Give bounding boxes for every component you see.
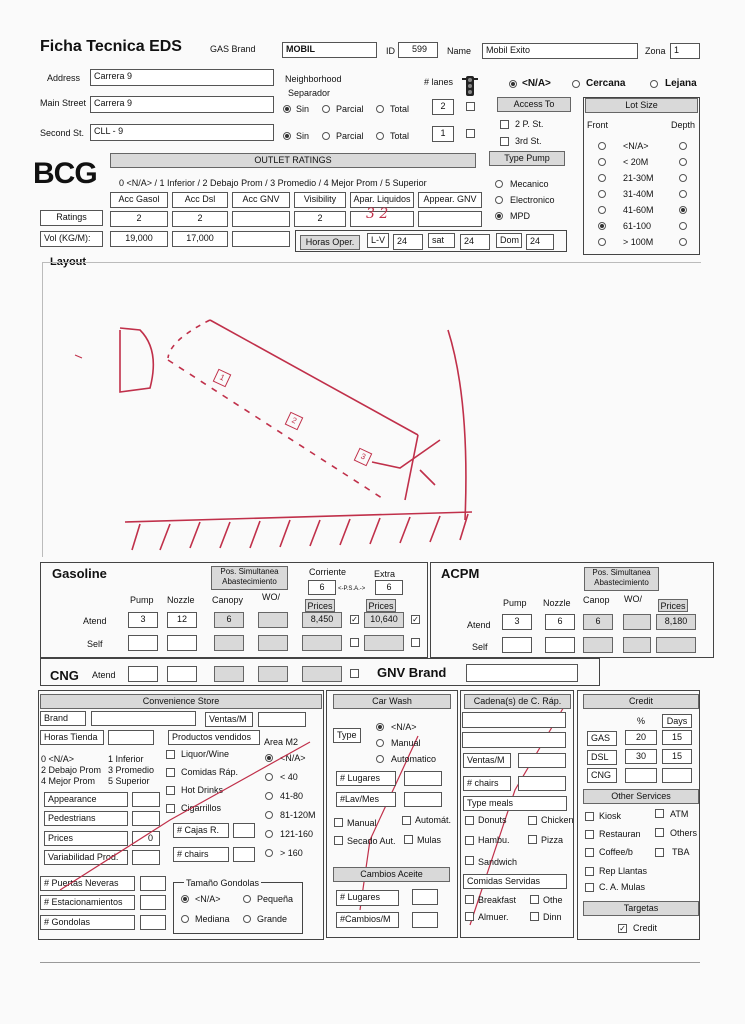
lot-size-option: <N/A> — [623, 141, 649, 151]
dinn-label: Dinn — [543, 912, 562, 922]
credit-card-checkbox[interactable]: ✓ — [619, 924, 626, 933]
pump-mecanico-label: Mecanico — [510, 179, 549, 189]
main-street-field[interactable]: Carrera 9 — [90, 96, 274, 113]
ratings-column-header: Acc Gasol — [110, 192, 168, 208]
store-area-option: <N/A> — [280, 753, 306, 763]
carwash-secado-checkbox[interactable] — [334, 836, 343, 845]
lanes1-field[interactable]: 2 — [432, 99, 454, 115]
type-pump-header: Type Pump — [489, 151, 565, 166]
lot-front-label: Front — [587, 120, 609, 130]
cambios-cambios-label: #Cambios/M — [336, 912, 399, 928]
tba-checkbox[interactable] — [655, 848, 664, 857]
ratings-column-header: Acc Dsl — [172, 192, 228, 208]
access-2pst-label: 2 P. St. — [515, 119, 544, 129]
credit-dsl-label: DSL — [587, 750, 617, 765]
ca-mulas-checkbox[interactable] — [585, 883, 594, 892]
gas-canopy-field[interactable]: 6 — [214, 612, 244, 628]
neveras-label: # Puertas Neveras — [40, 876, 135, 891]
store-scale-2: 1 Inferior — [108, 754, 144, 764]
store-scale-6: 5 Superior — [108, 776, 150, 786]
cambios-lugares-field[interactable] — [412, 889, 438, 905]
gondolas-label: # Gondolas — [40, 915, 135, 930]
tba-label: TBA — [672, 847, 690, 857]
sandwich-label: Sandwich — [478, 857, 518, 867]
othe-label: Othe — [543, 895, 563, 905]
gas-pump-label: Pump — [130, 595, 154, 605]
donuts-checkbox[interactable] — [465, 816, 474, 825]
acpm-nozzle-label: Nozzle — [543, 598, 571, 608]
name-field[interactable]: Mobil Exito — [482, 43, 638, 59]
carwash-lugares-field[interactable] — [404, 771, 442, 786]
acpm-pump-field[interactable]: 3 — [502, 614, 532, 630]
credit-days-label: Days — [662, 714, 692, 728]
separador-label: Separador — [288, 88, 331, 98]
sep2-total-label: Total — [390, 131, 410, 141]
id-field[interactable]: 599 — [398, 42, 438, 58]
cambios-header: Cambios Aceite — [333, 867, 450, 882]
carwash-secado-label: Secado Aut. — [347, 836, 396, 846]
cigarillos-label: Cigarrillos — [181, 803, 222, 813]
acpm-prices-header: Prices — [658, 599, 688, 612]
neighborhood-label: Neighborhood — [285, 74, 342, 84]
carwash-manual-radio[interactable] — [376, 739, 384, 747]
gasoline-title: Gasoline — [52, 566, 107, 581]
cng-title: CNG — [50, 668, 79, 683]
acpm-pos-sim: Pos. Simultanea Abastecimiento — [584, 567, 659, 591]
layout-pump-3: 3 — [354, 448, 373, 467]
cadena-ventas-label: Ventas/M — [463, 753, 511, 768]
tamano-gra-label: Grande — [257, 914, 288, 924]
gas-price-1-field[interactable]: 8,450 — [302, 612, 342, 628]
sat-field[interactable]: 24 — [460, 234, 490, 250]
pizza-checkbox[interactable] — [528, 835, 537, 844]
credit-cng-days[interactable] — [662, 768, 692, 783]
chicken-label: Chicken — [541, 815, 574, 825]
ratings-column-header: Visibility — [294, 192, 346, 208]
lot-size-option: 31-40M — [623, 189, 654, 199]
gas-canopy-label: Canopy — [212, 595, 244, 605]
gasoline-pos-sim: Pos. Simultanea Abastecimiento — [211, 566, 288, 590]
gas-nozzle-label: Nozzle — [167, 595, 195, 605]
credit-dsl-pct[interactable]: 30 — [625, 749, 657, 764]
bcg-logo: BCG — [33, 157, 97, 190]
credit-gas-days[interactable]: 15 — [662, 730, 692, 745]
cng-atend-label: Atend — [92, 670, 116, 680]
carwash-manual-label: Manual — [391, 738, 421, 748]
variabilidad-label: Variabilidad Prod. — [44, 850, 128, 865]
almuer-label: Almuer. — [478, 912, 509, 922]
lot-size-option: 21-30M — [623, 173, 654, 183]
ratings-column-header: Acc GNV — [232, 192, 290, 208]
lot-size-option: < 20M — [623, 157, 649, 167]
prox-lejana-label: Lejana — [665, 78, 697, 89]
vol-dsl-field[interactable]: 17,000 — [172, 231, 228, 247]
layout-title: Layout — [50, 256, 87, 268]
zona-label: Zona — [645, 46, 666, 56]
store-header: Convenience Store — [40, 694, 322, 709]
ratings-scale: 0 <N/A> / 1 Inferior / 2 Debajo Prom / 3 Promedio / 4 Mejor Prom / 5 Superior — [119, 178, 427, 188]
carwash-lugares-label: # Lugares — [336, 771, 396, 786]
others-label: Others — [670, 828, 698, 838]
carwash-manual2-label: Manual — [347, 818, 377, 828]
targetas-header: Targetas — [583, 901, 699, 916]
carwash-automat-label: Automát. — [415, 815, 452, 825]
acpm-canop-field[interactable]: 6 — [583, 614, 613, 630]
tamano-peq-label: Pequeña — [257, 894, 294, 904]
lot-size-option: 41-60M — [623, 205, 654, 215]
gas-prices-header-2: Prices — [366, 599, 396, 612]
psa-label: <-P.S.A.-> — [338, 586, 366, 592]
hot-drinks-label: Hot Drinks — [181, 785, 224, 795]
rep-llantas-label: Rep Llantas — [599, 866, 648, 876]
store-area-option: 121-160 — [280, 829, 314, 839]
lot-size-header: Lot Size — [585, 98, 698, 113]
lot-depth-label: Depth — [671, 120, 696, 130]
id-label: ID — [386, 46, 395, 56]
chairs-label: # chairs — [173, 847, 229, 862]
pump-electronico-label: Electronico — [510, 195, 555, 205]
sandwich-checkbox[interactable] — [465, 856, 474, 865]
horas-oper-label: Horas Oper. — [300, 235, 360, 250]
credit-cng-pct[interactable] — [625, 768, 657, 783]
lanes2-field[interactable]: 1 — [432, 126, 454, 142]
store-productos-label: Productos vendidos — [168, 730, 260, 745]
store-scale-3: 2 Debajo Prom — [41, 765, 102, 775]
restauran-label: Restauran — [599, 829, 641, 839]
atm-label: ATM — [670, 809, 689, 819]
carwash-mulas-label: Mulas — [417, 835, 442, 845]
store-area-option: 81-120M — [280, 810, 316, 820]
store-scale-5: 4 Mejor Prom — [41, 776, 96, 786]
hambu-checkbox[interactable] — [465, 836, 474, 845]
zona-field[interactable]: 1 — [670, 43, 700, 59]
sep2-sin-label: Sin — [296, 131, 310, 141]
pump-mpd-label: MPD — [510, 211, 530, 221]
ratings-value-field[interactable]: 2 — [172, 211, 228, 227]
layout-pump-2: 2 — [285, 412, 304, 431]
atm-checkbox[interactable] — [655, 809, 664, 818]
gas-brand-label: GAS Brand — [210, 44, 256, 54]
vol-gasol-field[interactable]: 19,000 — [110, 231, 168, 247]
carwash-na-label: <N/A> — [391, 722, 417, 732]
gas-wo-label: WO/ — [262, 592, 280, 602]
gas-price-2-field[interactable]: 10,640 — [364, 612, 404, 628]
second-street-label: Second St. — [40, 128, 85, 138]
ratings-row-label: Ratings — [40, 210, 103, 226]
credit-card-label: Credit — [633, 923, 658, 933]
liquor-label: Liquor/Wine — [181, 749, 230, 759]
gas-price-1-checkbox[interactable]: ✓ — [351, 615, 358, 624]
othe-checkbox[interactable] — [530, 895, 539, 904]
gas-pump-field[interactable]: 3 — [128, 612, 158, 628]
store-brand-label: Brand — [40, 711, 86, 726]
restauran-checkbox[interactable] — [585, 830, 594, 839]
carwash-mulas-checkbox[interactable] — [404, 835, 413, 844]
second-street-field[interactable]: CLL - 9 — [90, 124, 274, 141]
carwash-header: Car Wash — [333, 694, 451, 709]
cadena-header: Cadena(s) de C. Ráp. — [464, 694, 571, 709]
store-area-option: < 40 — [280, 772, 298, 782]
gas-prices-header-1: Prices — [305, 599, 335, 612]
corriente-field[interactable]: 6 — [308, 580, 336, 595]
credit-cng-label: CNG — [587, 768, 617, 783]
store-area-option: > 160 — [280, 848, 303, 858]
sep1-parcial-label: Parcial — [336, 104, 364, 114]
cambios-lugares-label: # Lugares — [336, 890, 399, 906]
others-checkbox[interactable] — [655, 828, 664, 837]
store-area-option: 41-80 — [280, 791, 304, 801]
store-horas-label: Horas Tienda — [40, 730, 104, 745]
store-area-label: Area M2 — [264, 737, 299, 747]
credit-gas-pct[interactable]: 20 — [625, 730, 657, 745]
main-street-label: Main Street — [40, 98, 87, 108]
almuer-checkbox[interactable] — [465, 912, 474, 921]
hand-rating-value: 3 2 — [366, 206, 389, 222]
dom-field[interactable]: 24 — [526, 234, 554, 250]
cadena-field-2[interactable] — [462, 732, 566, 748]
chicken-checkbox[interactable] — [528, 816, 537, 825]
appearance-label: Appearance — [44, 792, 128, 807]
acpm-self-label: Self — [472, 642, 488, 652]
lanes-label: # lanes — [424, 77, 454, 87]
acpm-canop-label: Canop — [583, 595, 610, 605]
tamano-na-label: <N/A> — [195, 894, 221, 904]
ratings-value-field[interactable]: 2 — [110, 211, 168, 227]
gas-atend-label: Atend — [83, 616, 107, 626]
carwash-type-label: Type — [333, 728, 361, 743]
type-meals-label: Type meals — [463, 796, 567, 811]
comidas-label: Comidas Ráp. — [181, 767, 239, 777]
acpm-wo-label: WO/ — [624, 594, 642, 604]
address-label: Address — [47, 73, 81, 83]
access-to-header: Access To — [497, 97, 571, 112]
coffee-label: Coffee/b — [599, 847, 633, 857]
access-3rd-label: 3rd St. — [515, 136, 542, 146]
extra-field[interactable]: 6 — [375, 580, 403, 595]
outlet-ratings-header: OUTLET RATINGS — [110, 153, 476, 168]
cadena-ventas-field[interactable] — [518, 753, 566, 768]
lv-label: L-V — [367, 233, 389, 248]
breakfast-label: Breakfast — [478, 895, 517, 905]
acpm-nozzle-field[interactable]: 6 — [545, 614, 575, 630]
breakfast-checkbox[interactable] — [465, 895, 474, 904]
other-services-header: Other Services — [583, 789, 699, 804]
pedestrians-label: Pedestrians — [44, 811, 128, 826]
acpm-atend-label: Atend — [467, 620, 491, 630]
address-field[interactable]: Carrera 9 — [90, 69, 274, 86]
tamano-label: Tamaño Gondolas — [186, 878, 260, 888]
ratings-column-header: Apar. Liquidos — [350, 192, 414, 208]
vol-label: Vol (KG/M): — [40, 231, 103, 247]
prox-cercana-label: Cercana — [586, 78, 626, 89]
carwash-automat-checkbox[interactable] — [402, 816, 411, 825]
sep1-total-label: Total — [390, 104, 410, 114]
ratings-column-header: Appear. GNV — [418, 192, 482, 208]
name-label: Name — [447, 46, 472, 56]
sat-label: sat — [428, 233, 455, 248]
credit-dsl-days[interactable]: 15 — [662, 749, 692, 764]
prox-na-label: <N/A> — [522, 78, 551, 89]
carwash-manual-checkbox[interactable] — [334, 818, 343, 827]
cadena-chairs-label: # chairs — [463, 776, 511, 791]
pizza-label: Pizza — [541, 835, 564, 845]
comidas-servidas-label: Comidas Servidas — [463, 874, 567, 889]
acpm-price-field[interactable]: 8,180 — [656, 614, 696, 630]
layout-pump-1: 1 — [213, 369, 232, 388]
rep-llantas-checkbox[interactable] — [585, 867, 594, 876]
extra-label: Extra — [374, 569, 396, 579]
cadena-chairs-field[interactable] — [518, 776, 566, 791]
ca-mulas-label: C. A. Mulas — [599, 882, 646, 892]
cambios-cambios-field[interactable] — [412, 912, 438, 928]
dinn-checkbox[interactable] — [530, 912, 539, 921]
sep2-parcial-label: Parcial — [336, 131, 364, 141]
page-bottom-line — [40, 962, 700, 963]
ratings-value-field[interactable]: 2 — [294, 211, 346, 227]
kiosk-label: Kiosk — [599, 811, 622, 821]
credit-gas-label: GAS — [587, 731, 617, 746]
acpm-title: ACPM — [441, 566, 480, 581]
page-title: Ficha Tecnica EDS — [40, 38, 182, 55]
kiosk-checkbox[interactable] — [585, 812, 594, 821]
gas-nozzle-field[interactable]: 12 — [167, 612, 197, 628]
lot-size-option: 61-100 — [623, 221, 652, 231]
prices-field[interactable]: 0 — [132, 831, 160, 846]
store-scale-4: 3 Promedio — [108, 765, 155, 775]
gas-price-2-checkbox[interactable]: ✓ — [412, 615, 419, 624]
carwash-lav-field[interactable] — [404, 792, 442, 807]
carwash-auto-radio[interactable] — [376, 755, 384, 763]
credit-pct-label: % — [637, 716, 646, 726]
store-scale-1: 0 <N/A> — [41, 754, 75, 764]
tamano-med-label: Mediana — [195, 914, 230, 924]
credit-header: Credit — [583, 694, 699, 709]
dom-label: Dom — [496, 233, 522, 248]
corriente-label: Corriente — [309, 567, 347, 577]
gas-brand-field[interactable]: MOBIL — [282, 42, 377, 58]
carwash-na-radio[interactable] — [376, 723, 384, 731]
acpm-pump-label: Pump — [503, 598, 527, 608]
sep1-sin-label: Sin — [296, 104, 310, 114]
donuts-label: Donuts — [478, 815, 507, 825]
store-ventas-label: Ventas/M — [205, 712, 253, 727]
prices-label: Prices — [44, 831, 128, 846]
cajas-label: # Cajas R. — [173, 823, 229, 838]
lv-field[interactable]: 24 — [393, 234, 423, 250]
lot-size-option: > 100M — [623, 237, 654, 247]
gnv-brand-label: GNV Brand — [377, 665, 447, 680]
carwash-lav-label: #Lav/Mes — [336, 792, 396, 807]
carwash-auto-label: Automatico — [391, 754, 437, 764]
hambu-label: Hambu. — [478, 835, 510, 845]
cadena-field-1[interactable] — [462, 712, 566, 728]
estacionamientos-label: # Estacionamientos — [40, 895, 135, 910]
coffee-checkbox[interactable] — [585, 848, 594, 857]
gas-self-label: Self — [87, 639, 103, 649]
